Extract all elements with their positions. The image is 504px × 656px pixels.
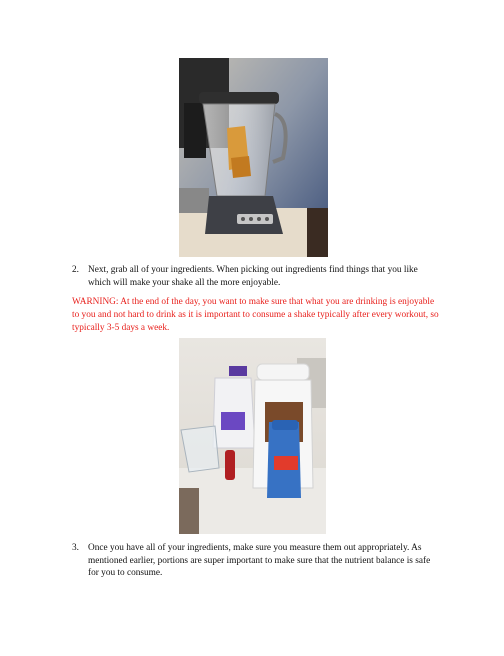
blender-photo-graphic (179, 58, 328, 257)
step-3 (72, 542, 442, 580)
step-text: Once you have all of your ingredients, make sure you measure them out appropriately. As mentioned earlier, portions are super important to make sure that the nutrient balance is safe for you to consume. (88, 543, 431, 578)
step-number: 3. (72, 543, 79, 553)
step-number: 2. (72, 265, 79, 275)
warning-text: WARNING: At the end of the day, you want to make sure that what you are drinking is enjoyable to you and not hard to drink as it is important to consume a shake typically after every workout, so typically 3-5 days a week. (72, 297, 439, 333)
blender-photo (179, 58, 328, 257)
step-text: Next, grab all of your ingredients. When picking out ingredients find things that you like which will make your shake all the more enjoyable. (88, 265, 418, 288)
ingredients-photo-graphic (179, 338, 326, 534)
ingredients-photo (179, 338, 326, 534)
step-2 (72, 264, 442, 289)
